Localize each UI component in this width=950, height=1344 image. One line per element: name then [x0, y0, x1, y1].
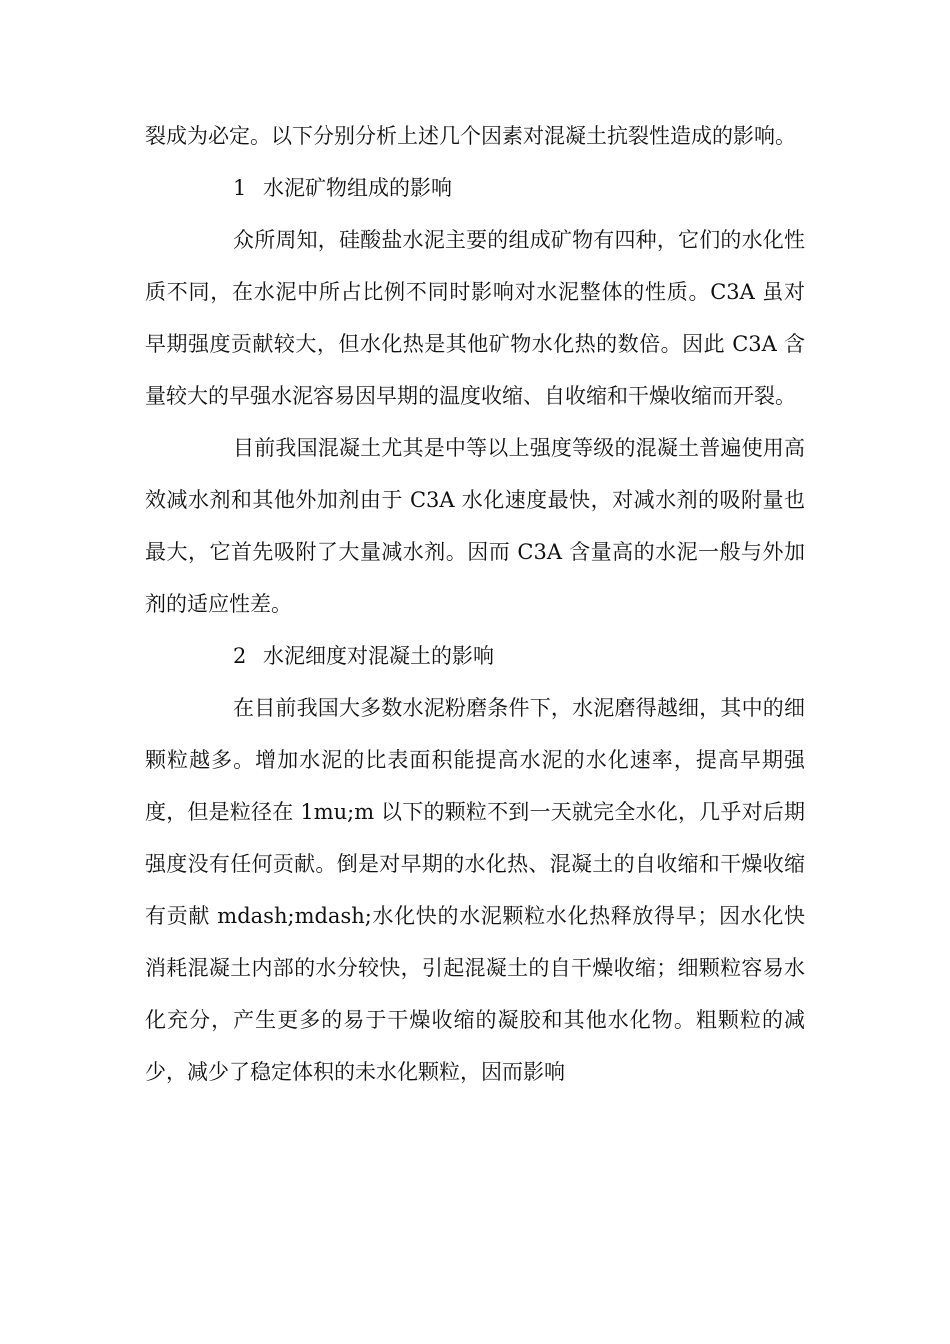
- document-body: [145, 110, 805, 1098]
- paragraph-continuation: 裂成为必定。以下分别分析上述几个因素对混凝土抗裂性造成的影响。: [145, 124, 796, 148]
- section-title-1: 水泥矿物组成的影响: [263, 176, 452, 200]
- section-number-2: 2: [233, 644, 247, 668]
- section-number-1: 1: [233, 176, 247, 200]
- section-heading-1: [145, 162, 805, 214]
- section-title-2: 水泥细度对混凝土的影响: [263, 644, 494, 668]
- paragraph-mineral-composition: 众所周知，硅酸盐水泥主要的组成矿物有四种，它们的水化性质不同，在水泥中所占比例不同时影响对水泥整体的性质。C3A 虽对早期强度贡献较大，但水化热是其他矿物水化热的数倍。因此 C3A 含量较大的早强水泥容易因早期的温度收缩、自收缩和干燥收缩而开裂。: [145, 228, 805, 408]
- section-heading-2: [145, 630, 805, 682]
- paragraph-admixture-compatibility: 目前我国混凝土尤其是中等以上强度等级的混凝土普遍使用高效减水剂和其他外加剂由于 C3A 水化速度最快，对减水剂的吸附量也最大，它首先吸附了大量减水剂。因而 C3A 含量高的水泥一般与外加剂的适应性差。: [145, 436, 805, 616]
- paragraph-cement-fineness: 在目前我国大多数水泥粉磨条件下，水泥磨得越细，其中的细颗粒越多。增加水泥的比表面积能提高水泥的水化速率，提高早期强度，但是粒径在 1mu;m 以下的颗粒不到一天就完全水化，几乎对后期强度没有任何贡献。倒是对早期的水化热、混凝土的自收缩和干燥收缩有贡献 mdash;mdash;水化快的水泥颗粒水化热释放得早；因水化快消耗混凝土内部的水分较快，引起混凝土的自干燥收缩；细颗粒容易水化充分，产生更多的易于干燥收缩的凝胶和其他水化物。粗颗粒的减少，减少了稳定体积的未水化颗粒，因而影响: [145, 696, 805, 1084]
